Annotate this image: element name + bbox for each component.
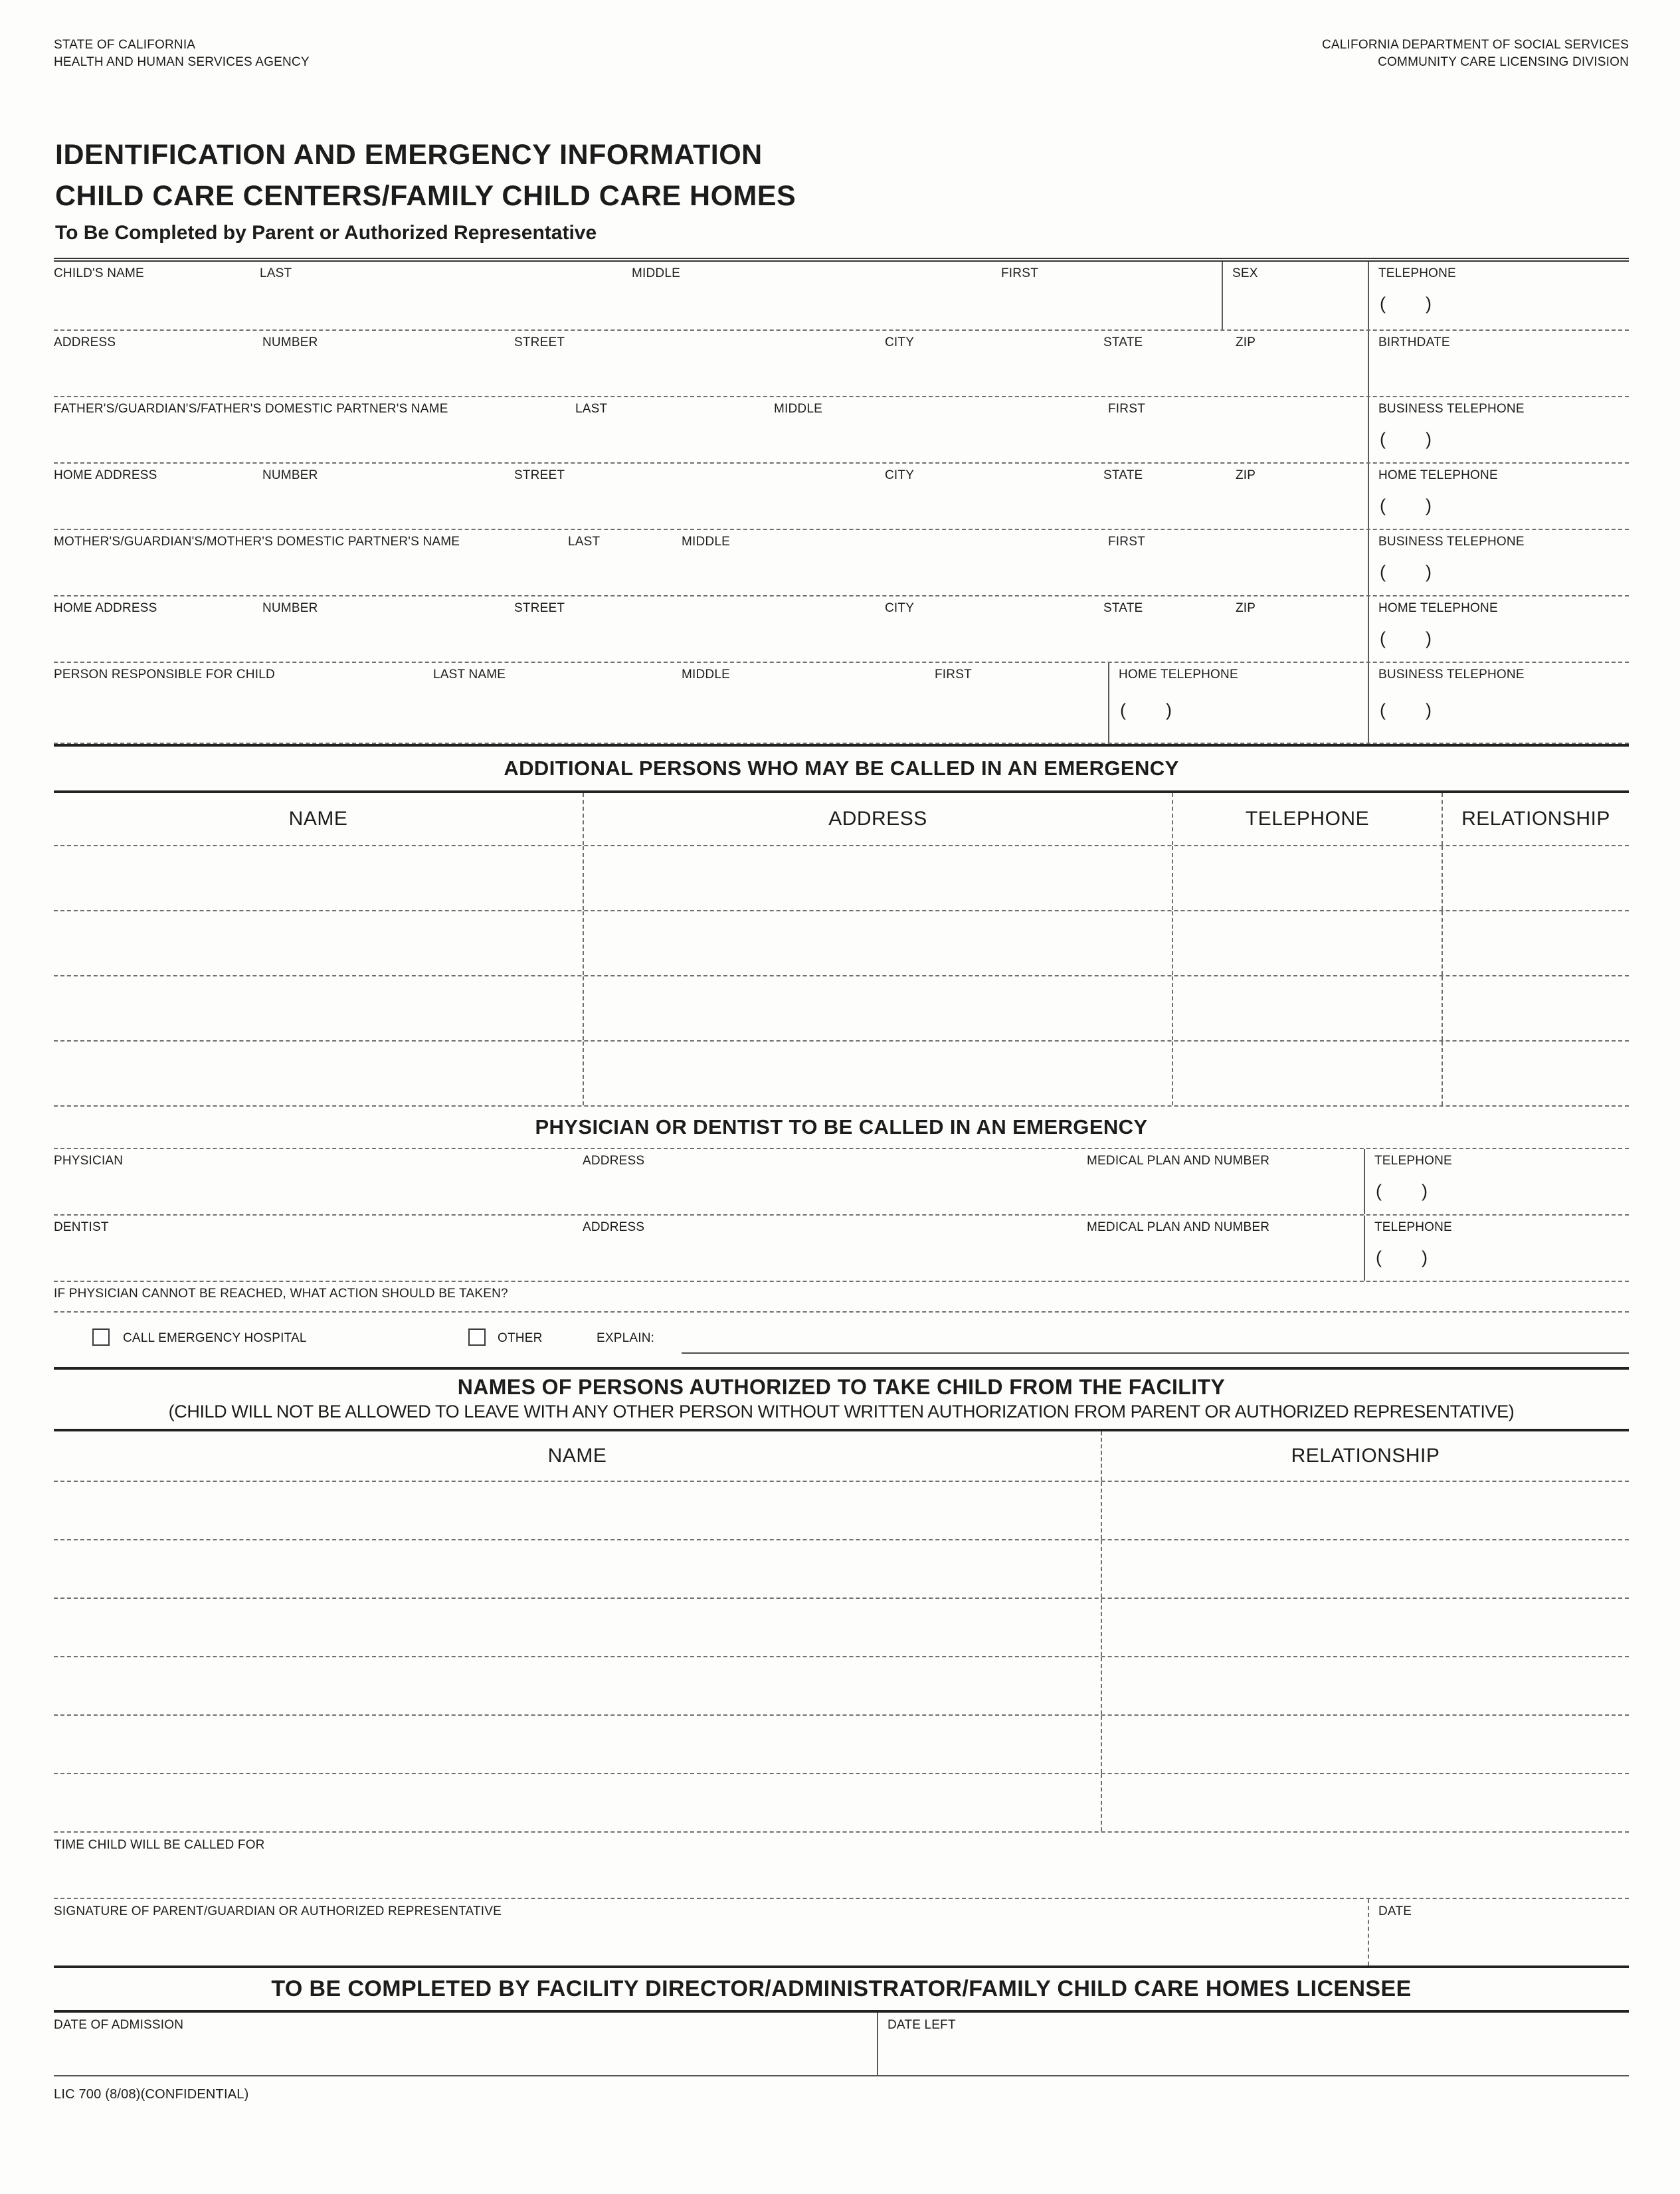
middle-label: MIDDLE bbox=[682, 668, 730, 682]
city-label: CITY bbox=[885, 335, 915, 349]
explain-line[interactable] bbox=[682, 1352, 1629, 1354]
name-cell[interactable] bbox=[54, 1482, 1101, 1539]
physician-label: PHYSICIAN bbox=[54, 1154, 124, 1168]
authorized-person-row bbox=[54, 1540, 1629, 1599]
form-content bbox=[54, 37, 1629, 2102]
telephone-cell[interactable] bbox=[1172, 1042, 1442, 1105]
name-cell[interactable] bbox=[54, 1774, 1101, 1831]
department-line: CALIFORNIA DEPARTMENT OF SOCIAL SERVICES bbox=[1322, 38, 1629, 52]
column-divider bbox=[1364, 1149, 1365, 1214]
zip-label: ZIP bbox=[1236, 335, 1256, 349]
relationship-cell[interactable] bbox=[1442, 976, 1629, 1040]
relationship-cell[interactable] bbox=[1101, 1774, 1629, 1831]
facility-section-header bbox=[54, 1965, 1629, 2013]
street-label: STREET bbox=[514, 335, 565, 349]
column-divider bbox=[1368, 397, 1369, 462]
zip-label: ZIP bbox=[1236, 468, 1256, 482]
middle-label: MIDDLE bbox=[774, 402, 822, 416]
authorized-person-row bbox=[54, 1774, 1629, 1833]
number-label: NUMBER bbox=[262, 601, 318, 615]
first-label: FIRST bbox=[1108, 535, 1145, 549]
telephone-label: TELEPHONE bbox=[1378, 266, 1456, 280]
agency-left bbox=[54, 37, 310, 71]
number-label: NUMBER bbox=[262, 335, 318, 349]
relationship-cell[interactable] bbox=[1101, 1657, 1629, 1714]
call-emergency-hospital-label: CALL EMERGENCY HOSPITAL bbox=[123, 1331, 307, 1345]
address-label: ADDRESS bbox=[583, 1154, 645, 1168]
father-name-row[interactable] bbox=[54, 397, 1629, 464]
relationship-cell[interactable] bbox=[1442, 846, 1629, 910]
other-label: OTHER bbox=[498, 1331, 543, 1345]
address-cell[interactable] bbox=[583, 846, 1172, 910]
name-cell[interactable] bbox=[54, 1716, 1101, 1773]
telephone-cell[interactable] bbox=[1172, 846, 1442, 910]
date-of-admission-label: DATE OF ADMISSION bbox=[54, 2018, 184, 2032]
home-telephone-label: HOME TELEPHONE bbox=[1378, 468, 1498, 482]
zip-label: ZIP bbox=[1236, 601, 1256, 615]
telephone-paren: ( ) bbox=[1120, 700, 1172, 720]
medical-plan-label: MEDICAL PLAN AND NUMBER bbox=[1087, 1154, 1270, 1168]
person-responsible-label: PERSON RESPONSIBLE FOR CHILD bbox=[54, 668, 275, 682]
form-number: LIC 700 (8/08)(CONFIDENTIAL) bbox=[54, 2087, 249, 2102]
relationship-cell[interactable] bbox=[1101, 1482, 1629, 1539]
middle-label: MIDDLE bbox=[682, 535, 730, 549]
facility-section-title: TO BE COMPLETED BY FACILITY DIRECTOR/ADMINISTRATOR/FAMILY CHILD CARE HOMES LICENSEE bbox=[271, 1976, 1412, 2001]
date-label: DATE bbox=[1378, 1904, 1412, 1918]
number-label: NUMBER bbox=[262, 468, 318, 482]
physician-section-title: PHYSICIAN OR DENTIST TO BE CALLED IN AN EMERGENCY bbox=[54, 1107, 1629, 1149]
childs-name-label: CHILD'S NAME bbox=[54, 266, 144, 280]
telephone-paren: ( ) bbox=[1376, 1181, 1428, 1201]
telephone-label: TELEPHONE bbox=[1374, 1220, 1452, 1234]
telephone-paren: ( ) bbox=[1380, 496, 1432, 515]
date-left-label: DATE LEFT bbox=[887, 2018, 956, 2032]
authorized-person-row bbox=[54, 1716, 1629, 1774]
birthdate-label: BIRTHDATE bbox=[1378, 335, 1450, 349]
column-divider bbox=[1222, 262, 1223, 329]
explain-label: EXPLAIN: bbox=[597, 1331, 655, 1345]
last-label: LAST bbox=[568, 535, 601, 549]
home-telephone-label: HOME TELEPHONE bbox=[1119, 668, 1238, 682]
emergency-contact-row bbox=[54, 911, 1629, 976]
authorized-person-row bbox=[54, 1599, 1629, 1657]
state-label: STATE bbox=[1103, 468, 1143, 482]
name-cell[interactable] bbox=[54, 846, 583, 910]
emergency-section-title: ADDITIONAL PERSONS WHO MAY BE CALLED IN AN EMERGENCY bbox=[504, 757, 1179, 780]
column-divider bbox=[1368, 663, 1369, 743]
mother-home-address-row[interactable] bbox=[54, 596, 1629, 663]
dentist-row[interactable] bbox=[54, 1216, 1629, 1282]
telephone-paren: ( ) bbox=[1380, 562, 1432, 582]
address-cell[interactable] bbox=[583, 911, 1172, 975]
business-telephone-label: BUSINESS TELEPHONE bbox=[1378, 668, 1525, 682]
emergency-contact-row bbox=[54, 976, 1629, 1042]
authorized-person-row bbox=[54, 1482, 1629, 1540]
telephone-paren: ( ) bbox=[1380, 628, 1432, 648]
division-line: COMMUNITY CARE LICENSING DIVISION bbox=[1378, 55, 1629, 69]
emergency-contact-row bbox=[54, 1042, 1629, 1107]
street-label: STREET bbox=[514, 601, 565, 615]
father-name-label: FATHER'S/GUARDIAN'S/FATHER'S DOMESTIC PARTNER'S NAME bbox=[54, 402, 448, 416]
relationship-cell[interactable] bbox=[1442, 1042, 1629, 1105]
name-column-header: NAME bbox=[288, 808, 348, 830]
authorized-person-row bbox=[54, 1657, 1629, 1716]
telephone-label: TELEPHONE bbox=[1374, 1154, 1452, 1168]
emergency-contact-row bbox=[54, 846, 1629, 911]
name-column-header: NAME bbox=[547, 1445, 607, 1467]
name-cell[interactable] bbox=[54, 1657, 1101, 1714]
telephone-paren: ( ) bbox=[1380, 429, 1432, 449]
relationship-cell[interactable] bbox=[1101, 1599, 1629, 1656]
emergency-section-header bbox=[54, 744, 1629, 793]
call-emergency-hospital-checkbox[interactable] bbox=[92, 1328, 110, 1346]
first-label: FIRST bbox=[1108, 402, 1145, 416]
authorized-section-header bbox=[54, 1367, 1629, 1431]
admission-row[interactable] bbox=[54, 2013, 1629, 2076]
column-divider bbox=[1368, 530, 1369, 595]
agency-header bbox=[54, 37, 1629, 71]
identification-block bbox=[54, 258, 1629, 744]
business-telephone-label: BUSINESS TELEPHONE bbox=[1378, 402, 1525, 416]
address-cell[interactable] bbox=[583, 1042, 1172, 1105]
home-address-label: HOME ADDRESS bbox=[54, 468, 157, 482]
relationship-cell[interactable] bbox=[1101, 1540, 1629, 1598]
name-cell[interactable] bbox=[54, 911, 583, 975]
home-telephone-label: HOME TELEPHONE bbox=[1378, 601, 1498, 615]
dentist-label: DENTIST bbox=[54, 1220, 109, 1234]
middle-label: MIDDLE bbox=[632, 266, 680, 280]
telephone-cell[interactable] bbox=[1172, 911, 1442, 975]
signature-row[interactable] bbox=[54, 1899, 1629, 1965]
column-divider bbox=[1368, 331, 1369, 396]
relationship-cell[interactable] bbox=[1442, 911, 1629, 975]
action-options-row bbox=[54, 1313, 1629, 1367]
city-label: CITY bbox=[885, 468, 915, 482]
physician-row[interactable] bbox=[54, 1149, 1629, 1216]
title-block bbox=[54, 134, 1629, 244]
column-divider bbox=[1368, 596, 1369, 662]
signature-label: SIGNATURE OF PARENT/GUARDIAN OR AUTHORIZED REPRESENTATIVE bbox=[54, 1904, 502, 1918]
time-called-row[interactable] bbox=[54, 1833, 1629, 1899]
last-label: LAST bbox=[260, 266, 292, 280]
other-checkbox[interactable] bbox=[468, 1328, 486, 1346]
column-divider bbox=[1368, 464, 1369, 529]
time-called-label: TIME CHILD WILL BE CALLED FOR bbox=[54, 1838, 265, 1852]
column-divider bbox=[1364, 1216, 1365, 1281]
mother-name-label: MOTHER'S/GUARDIAN'S/MOTHER'S DOMESTIC PARTNER'S NAME bbox=[54, 535, 460, 549]
agency-right bbox=[1322, 37, 1629, 71]
column-divider bbox=[877, 2013, 878, 2075]
authorized-section-note: (CHILD WILL NOT BE ALLOWED TO LEAVE WITH ANY OTHER PERSON WITHOUT WRITTEN AUTHORIZATION FROM PARENT OR AUTHORIZED REPRESENTATIVE) bbox=[168, 1402, 1515, 1421]
street-label: STREET bbox=[514, 468, 565, 482]
address-column-header: ADDRESS bbox=[583, 793, 1172, 845]
telephone-paren: ( ) bbox=[1376, 1247, 1428, 1267]
city-label: CITY bbox=[885, 601, 915, 615]
home-address-label: HOME ADDRESS bbox=[54, 601, 157, 615]
relationship-column-header: RELATIONSHIP bbox=[1442, 793, 1629, 845]
address-cell[interactable] bbox=[583, 976, 1172, 1040]
child-name-row[interactable] bbox=[54, 262, 1629, 331]
emergency-table-header bbox=[54, 793, 1629, 846]
sex-label: SEX bbox=[1232, 266, 1258, 280]
state-label: STATE bbox=[1103, 601, 1143, 615]
column-divider bbox=[1368, 1899, 1369, 1965]
form-title-line1: IDENTIFICATION AND EMERGENCY INFORMATION bbox=[55, 139, 763, 171]
last-label: LAST bbox=[575, 402, 608, 416]
action-question-label: IF PHYSICIAN CANNOT BE REACHED, WHAT ACTION SHOULD BE TAKEN? bbox=[54, 1287, 508, 1301]
telephone-paren: ( ) bbox=[1380, 700, 1432, 720]
name-cell[interactable] bbox=[54, 1599, 1101, 1656]
address-label: ADDRESS bbox=[583, 1220, 645, 1234]
relationship-cell[interactable] bbox=[1101, 1716, 1629, 1773]
first-label: FIRST bbox=[1001, 266, 1038, 280]
telephone-column-header: TELEPHONE bbox=[1172, 793, 1442, 845]
telephone-cell[interactable] bbox=[1172, 976, 1442, 1040]
state-label: STATE bbox=[1103, 335, 1143, 349]
first-label: FIRST bbox=[935, 668, 972, 682]
last-name-label: LAST NAME bbox=[433, 668, 506, 682]
form-title-line2: CHILD CARE CENTERS/FAMILY CHILD CARE HOMES bbox=[55, 180, 796, 212]
agency-line: HEALTH AND HUMAN SERVICES AGENCY bbox=[54, 55, 310, 69]
form-subtitle: To Be Completed by Parent or Authorized Representative bbox=[55, 222, 597, 244]
column-divider bbox=[1108, 663, 1109, 743]
mother-name-row[interactable] bbox=[54, 530, 1629, 596]
business-telephone-label: BUSINESS TELEPHONE bbox=[1378, 535, 1525, 549]
authorized-table-header bbox=[54, 1431, 1629, 1482]
child-address-row[interactable] bbox=[54, 331, 1629, 397]
state-line: STATE OF CALIFORNIA bbox=[54, 38, 196, 52]
person-responsible-row[interactable] bbox=[54, 663, 1629, 744]
medical-plan-label: MEDICAL PLAN AND NUMBER bbox=[1087, 1220, 1270, 1234]
name-cell[interactable] bbox=[54, 1042, 583, 1105]
action-question-row bbox=[54, 1282, 1629, 1313]
relationship-column-header: RELATIONSHIP bbox=[1101, 1431, 1629, 1481]
name-cell[interactable] bbox=[54, 976, 583, 1040]
telephone-paren: ( ) bbox=[1380, 294, 1432, 314]
address-label: ADDRESS bbox=[54, 335, 116, 349]
father-home-address-row[interactable] bbox=[54, 464, 1629, 530]
column-divider bbox=[1368, 262, 1369, 329]
name-cell[interactable] bbox=[54, 1540, 1101, 1598]
authorized-section-title: NAMES OF PERSONS AUTHORIZED TO TAKE CHILD FROM THE FACILITY bbox=[457, 1375, 1226, 1399]
